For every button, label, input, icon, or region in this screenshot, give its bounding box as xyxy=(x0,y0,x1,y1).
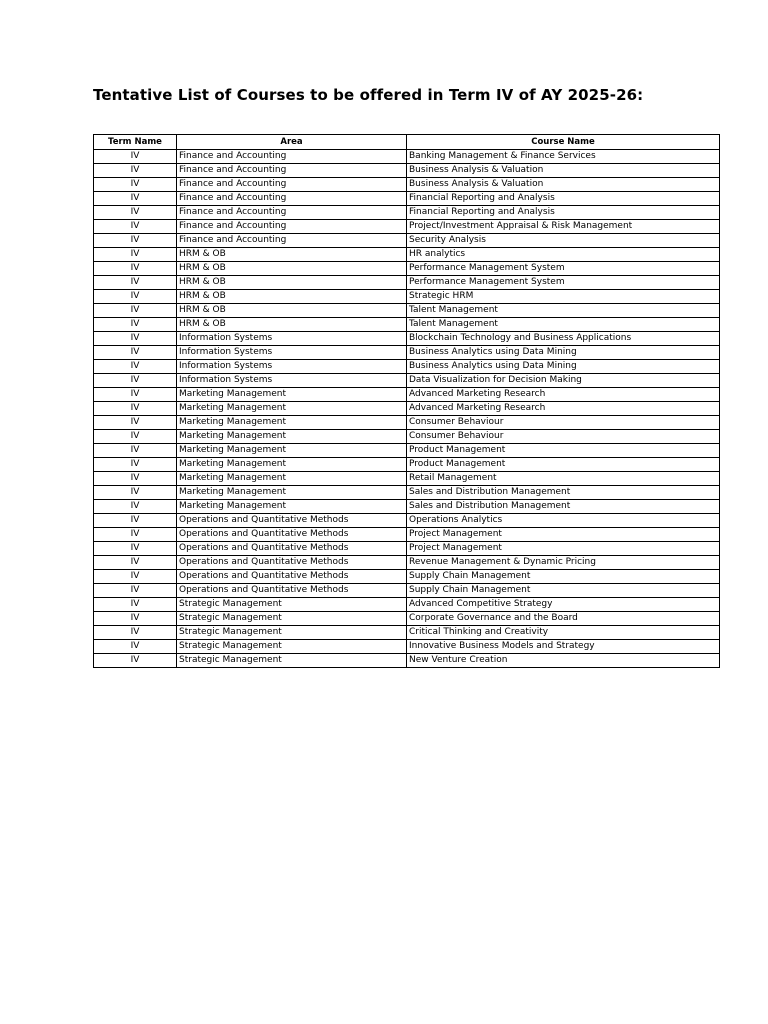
area-cell: Strategic Management xyxy=(177,654,407,668)
term-cell: IV xyxy=(94,612,177,626)
course-name-cell: Financial Reporting and Analysis xyxy=(407,192,720,206)
table-row xyxy=(94,262,720,276)
term-cell: IV xyxy=(94,598,177,612)
course-name-cell: Product Management xyxy=(407,444,720,458)
course-name-cell: Advanced Marketing Research xyxy=(407,402,720,416)
area-cell: Operations and Quantitative Methods xyxy=(177,556,407,570)
term-cell: IV xyxy=(94,276,177,290)
course-name-cell: Revenue Management & Dynamic Pricing xyxy=(407,556,720,570)
course-name-cell: Project Management xyxy=(407,528,720,542)
term-cell: IV xyxy=(94,584,177,598)
course-name-cell: Project/Investment Appraisal & Risk Management xyxy=(407,220,720,234)
area-cell: Finance and Accounting xyxy=(177,234,407,248)
course-name-cell: Business Analytics using Data Mining xyxy=(407,346,720,360)
table-row xyxy=(94,472,720,486)
table-row xyxy=(94,542,720,556)
course-name-cell: Data Visualization for Decision Making xyxy=(407,374,720,388)
course-name-cell: HR analytics xyxy=(407,248,720,262)
term-cell: IV xyxy=(94,640,177,654)
area-cell: Marketing Management xyxy=(177,430,407,444)
table-row xyxy=(94,486,720,500)
term-cell: IV xyxy=(94,220,177,234)
area-cell: Strategic Management xyxy=(177,612,407,626)
term-cell: IV xyxy=(94,346,177,360)
table-row xyxy=(94,402,720,416)
table-row xyxy=(94,248,720,262)
term-cell: IV xyxy=(94,486,177,500)
course-name-cell: Supply Chain Management xyxy=(407,584,720,598)
course-name-cell: Sales and Distribution Management xyxy=(407,500,720,514)
term-cell: IV xyxy=(94,542,177,556)
term-cell: IV xyxy=(94,178,177,192)
term-cell: IV xyxy=(94,654,177,668)
table-row xyxy=(94,556,720,570)
area-cell: Finance and Accounting xyxy=(177,220,407,234)
area-cell: HRM & OB xyxy=(177,248,407,262)
table-row xyxy=(94,570,720,584)
table-row xyxy=(94,164,720,178)
area-cell: HRM & OB xyxy=(177,276,407,290)
area-cell: Finance and Accounting xyxy=(177,192,407,206)
table-row xyxy=(94,458,720,472)
term-cell: IV xyxy=(94,472,177,486)
course-name-cell: Advanced Competitive Strategy xyxy=(407,598,720,612)
area-cell: HRM & OB xyxy=(177,290,407,304)
term-cell: IV xyxy=(94,374,177,388)
course-name-cell: Supply Chain Management xyxy=(407,570,720,584)
term-cell: IV xyxy=(94,402,177,416)
area-cell: Strategic Management xyxy=(177,626,407,640)
area-cell: Operations and Quantitative Methods xyxy=(177,514,407,528)
area-cell: Operations and Quantitative Methods xyxy=(177,528,407,542)
table-row xyxy=(94,612,720,626)
term-cell: IV xyxy=(94,388,177,402)
course-name-cell: Retail Management xyxy=(407,472,720,486)
area-cell: Finance and Accounting xyxy=(177,178,407,192)
term-cell: IV xyxy=(94,248,177,262)
table-row xyxy=(94,192,720,206)
table-row xyxy=(94,388,720,402)
area-cell: Marketing Management xyxy=(177,402,407,416)
term-cell: IV xyxy=(94,290,177,304)
table-row xyxy=(94,626,720,640)
course-name-cell: Business Analytics using Data Mining xyxy=(407,360,720,374)
area-cell: Finance and Accounting xyxy=(177,206,407,220)
term-cell: IV xyxy=(94,570,177,584)
table-row xyxy=(94,584,720,598)
course-name-cell: Performance Management System xyxy=(407,262,720,276)
course-name-cell: Strategic HRM xyxy=(407,290,720,304)
table-row xyxy=(94,514,720,528)
area-cell: HRM & OB xyxy=(177,262,407,276)
course-name-cell: New Venture Creation xyxy=(407,654,720,668)
table-body xyxy=(94,150,720,668)
table-row xyxy=(94,304,720,318)
term-cell: IV xyxy=(94,444,177,458)
area-cell: Marketing Management xyxy=(177,472,407,486)
header-term-name: Term Name xyxy=(94,135,177,150)
term-cell: IV xyxy=(94,514,177,528)
course-name-cell: Sales and Distribution Management xyxy=(407,486,720,500)
term-cell: IV xyxy=(94,416,177,430)
area-cell: Marketing Management xyxy=(177,458,407,472)
table-row xyxy=(94,598,720,612)
course-name-cell: Advanced Marketing Research xyxy=(407,388,720,402)
table-row xyxy=(94,276,720,290)
area-cell: Operations and Quantitative Methods xyxy=(177,584,407,598)
course-name-cell: Product Management xyxy=(407,458,720,472)
area-cell: Information Systems xyxy=(177,360,407,374)
term-cell: IV xyxy=(94,626,177,640)
course-name-cell: Talent Management xyxy=(407,318,720,332)
table-row xyxy=(94,374,720,388)
term-cell: IV xyxy=(94,206,177,220)
course-name-cell: Project Management xyxy=(407,542,720,556)
table-row xyxy=(94,150,720,164)
area-cell: Strategic Management xyxy=(177,598,407,612)
area-cell: Marketing Management xyxy=(177,500,407,514)
area-cell: Information Systems xyxy=(177,374,407,388)
course-name-cell: Business Analysis & Valuation xyxy=(407,178,720,192)
area-cell: Marketing Management xyxy=(177,486,407,500)
table-row xyxy=(94,332,720,346)
term-cell: IV xyxy=(94,458,177,472)
course-name-cell: Critical Thinking and Creativity xyxy=(407,626,720,640)
course-name-cell: Consumer Behaviour xyxy=(407,416,720,430)
area-cell: Information Systems xyxy=(177,346,407,360)
table-row xyxy=(94,360,720,374)
course-name-cell: Consumer Behaviour xyxy=(407,430,720,444)
header-course-name: Course Name xyxy=(407,135,720,150)
term-cell: IV xyxy=(94,528,177,542)
term-cell: IV xyxy=(94,318,177,332)
course-name-cell: Performance Management System xyxy=(407,276,720,290)
course-name-cell: Banking Management & Finance Services xyxy=(407,150,720,164)
area-cell: Information Systems xyxy=(177,332,407,346)
page-title: Tentative List of Courses to be offered in Term IV of AY 2025-26: xyxy=(93,86,644,104)
course-name-cell: Security Analysis xyxy=(407,234,720,248)
header-area: Area xyxy=(177,135,407,150)
term-cell: IV xyxy=(94,262,177,276)
term-cell: IV xyxy=(94,304,177,318)
term-cell: IV xyxy=(94,150,177,164)
area-cell: Finance and Accounting xyxy=(177,164,407,178)
table-row xyxy=(94,528,720,542)
area-cell: HRM & OB xyxy=(177,318,407,332)
course-table xyxy=(93,134,720,668)
term-cell: IV xyxy=(94,430,177,444)
term-cell: IV xyxy=(94,234,177,248)
table-row xyxy=(94,206,720,220)
term-cell: IV xyxy=(94,164,177,178)
table-header-row xyxy=(94,135,720,150)
table-row xyxy=(94,234,720,248)
course-name-cell: Talent Management xyxy=(407,304,720,318)
course-name-cell: Operations Analytics xyxy=(407,514,720,528)
course-name-cell: Business Analysis & Valuation xyxy=(407,164,720,178)
area-cell: Finance and Accounting xyxy=(177,150,407,164)
table-row xyxy=(94,654,720,668)
table-row xyxy=(94,416,720,430)
area-cell: Operations and Quantitative Methods xyxy=(177,542,407,556)
table-row xyxy=(94,444,720,458)
course-name-cell: Financial Reporting and Analysis xyxy=(407,206,720,220)
table-row xyxy=(94,318,720,332)
table-row xyxy=(94,640,720,654)
table-row xyxy=(94,178,720,192)
table-row xyxy=(94,220,720,234)
term-cell: IV xyxy=(94,360,177,374)
table-row xyxy=(94,346,720,360)
area-cell: Strategic Management xyxy=(177,640,407,654)
term-cell: IV xyxy=(94,192,177,206)
course-name-cell: Corporate Governance and the Board xyxy=(407,612,720,626)
table-row xyxy=(94,290,720,304)
term-cell: IV xyxy=(94,332,177,346)
area-cell: HRM & OB xyxy=(177,304,407,318)
term-cell: IV xyxy=(94,500,177,514)
course-name-cell: Innovative Business Models and Strategy xyxy=(407,640,720,654)
term-cell: IV xyxy=(94,556,177,570)
table-row xyxy=(94,430,720,444)
area-cell: Operations and Quantitative Methods xyxy=(177,570,407,584)
table-row xyxy=(94,500,720,514)
area-cell: Marketing Management xyxy=(177,416,407,430)
area-cell: Marketing Management xyxy=(177,388,407,402)
course-name-cell: Blockchain Technology and Business Applications xyxy=(407,332,720,346)
area-cell: Marketing Management xyxy=(177,444,407,458)
